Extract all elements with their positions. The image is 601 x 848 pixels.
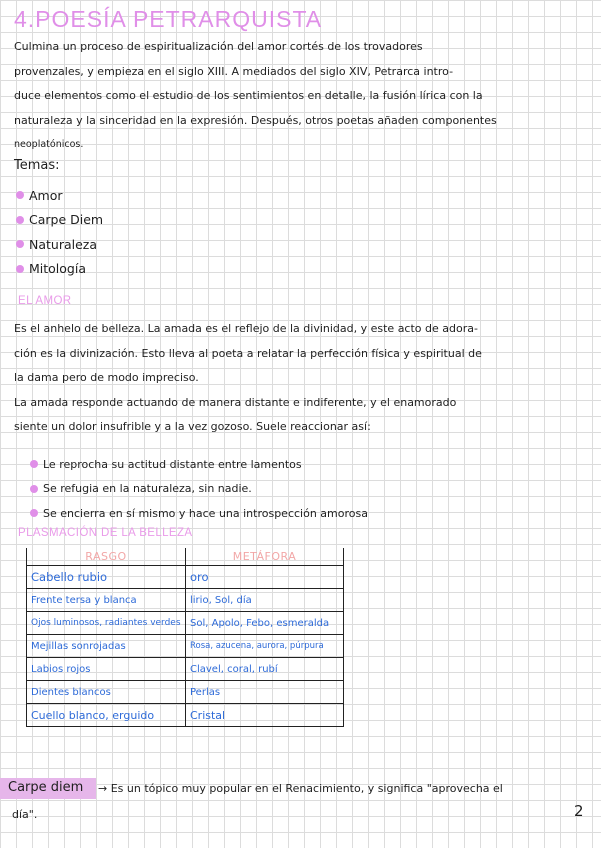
list-item: Le reprocha su actitud distante entre lamentos bbox=[30, 452, 368, 477]
amor-line: La amada responde actuando de manera distante e indiferente, y el enamorado bbox=[14, 395, 457, 409]
rasgo-cell: Mejillas sonrojadas bbox=[27, 635, 186, 658]
list-item: Mitología bbox=[16, 257, 103, 282]
bullet-dot-icon bbox=[16, 216, 24, 224]
table-row bbox=[27, 681, 344, 704]
metafora-cell: lirio, Sol, día bbox=[186, 589, 344, 612]
metafora-cell: Sol, Apolo, Febo, esmeralda bbox=[186, 612, 344, 635]
bullet-dot-icon bbox=[30, 460, 38, 468]
reacciones-list bbox=[30, 452, 368, 526]
rasgo-cell: Cabello rubio bbox=[27, 566, 186, 589]
header-rasgo: RASGO bbox=[27, 548, 186, 566]
bullet-dot-icon bbox=[30, 485, 38, 493]
table-header-row bbox=[27, 548, 344, 566]
temas-label: Temas: bbox=[14, 158, 60, 173]
plasmacion-heading: PLASMACIÓN DE LA BELLEZA bbox=[18, 527, 193, 539]
table-row bbox=[27, 612, 344, 635]
metafora-cell: Rosa, azucena, aurora, púrpura bbox=[186, 635, 344, 658]
metafora-cell: Cristal bbox=[186, 704, 344, 727]
carpe-diem-text-end: día". bbox=[12, 808, 38, 821]
intro-paragraph bbox=[14, 35, 497, 158]
intro-line: naturaleza y la sinceridad en la expresión. Después, otros poetas añaden componentes bbox=[14, 113, 497, 127]
rasgo-cell: Labios rojos bbox=[27, 658, 186, 681]
temas-list bbox=[16, 183, 103, 281]
amor-line: Es el anhelo de belleza. La amada es el reflejo de la divinidad, y este acto de adora- bbox=[14, 322, 478, 335]
page-title: 4.POESÍA PETRARQUISTA bbox=[14, 6, 323, 32]
list-item: Amor bbox=[16, 183, 103, 208]
list-item: Se refugia en la naturaleza, sin nadie. bbox=[30, 477, 368, 502]
intro-line: provenzales, y empieza en el siglo XIII. A mediados del siglo XIV, Petrarca intro- bbox=[14, 64, 454, 78]
table-row bbox=[27, 658, 344, 681]
table-row bbox=[27, 704, 344, 727]
metafora-cell: oro bbox=[186, 566, 344, 589]
rasgo-cell: Cuello blanco, erguido bbox=[27, 704, 186, 727]
amor-line: ción es la divinización. Esto lleva al poeta a relatar la perfección física y espiritual de bbox=[14, 346, 482, 360]
bullet-dot-icon bbox=[30, 509, 38, 517]
rasgo-cell: Frente tersa y blanca bbox=[27, 589, 186, 612]
bullet-dot-icon bbox=[16, 191, 24, 199]
metafora-cell: Clavel, coral, rubí bbox=[186, 658, 344, 681]
header-metafora: METÁFORA bbox=[186, 548, 344, 566]
table-row bbox=[27, 635, 344, 658]
belleza-table bbox=[26, 548, 344, 727]
carpe-diem-label: Carpe diem bbox=[8, 780, 84, 795]
rasgo-cell: Ojos luminosos, radiantes verdes bbox=[27, 612, 186, 635]
amor-line: la dama pero de modo impreciso. bbox=[14, 371, 199, 385]
el-amor-heading: EL AMOR bbox=[18, 295, 72, 307]
bullet-dot-icon bbox=[16, 265, 24, 273]
page-number: 2 bbox=[574, 802, 584, 820]
table-row bbox=[27, 566, 344, 589]
list-item: Carpe Diem bbox=[16, 208, 103, 233]
intro-line: neoplatónicos. bbox=[14, 139, 84, 151]
metafora-cell: Perlas bbox=[186, 681, 344, 704]
amor-line: siente un dolor insufrible y a la vez gozoso. Suele reaccionar así: bbox=[14, 420, 371, 434]
rasgo-cell: Dientes blancos bbox=[27, 681, 186, 704]
list-item: Se encierra en sí mismo y hace una introspección amorosa bbox=[30, 501, 368, 526]
bullet-dot-icon bbox=[16, 240, 24, 248]
intro-line: duce elementos como el estudio de los sentimientos en detalle, la fusión lírica con la bbox=[14, 89, 483, 103]
intro-line: Culmina un proceso de espiritualización del amor cortés de los trovadores bbox=[14, 40, 423, 53]
carpe-diem-text: → Es un tópico muy popular en el Renacimiento, y significa "aprovecha el bbox=[98, 782, 503, 795]
table-row bbox=[27, 589, 344, 612]
list-item: Naturaleza bbox=[16, 232, 103, 257]
amor-paragraph bbox=[14, 317, 482, 440]
